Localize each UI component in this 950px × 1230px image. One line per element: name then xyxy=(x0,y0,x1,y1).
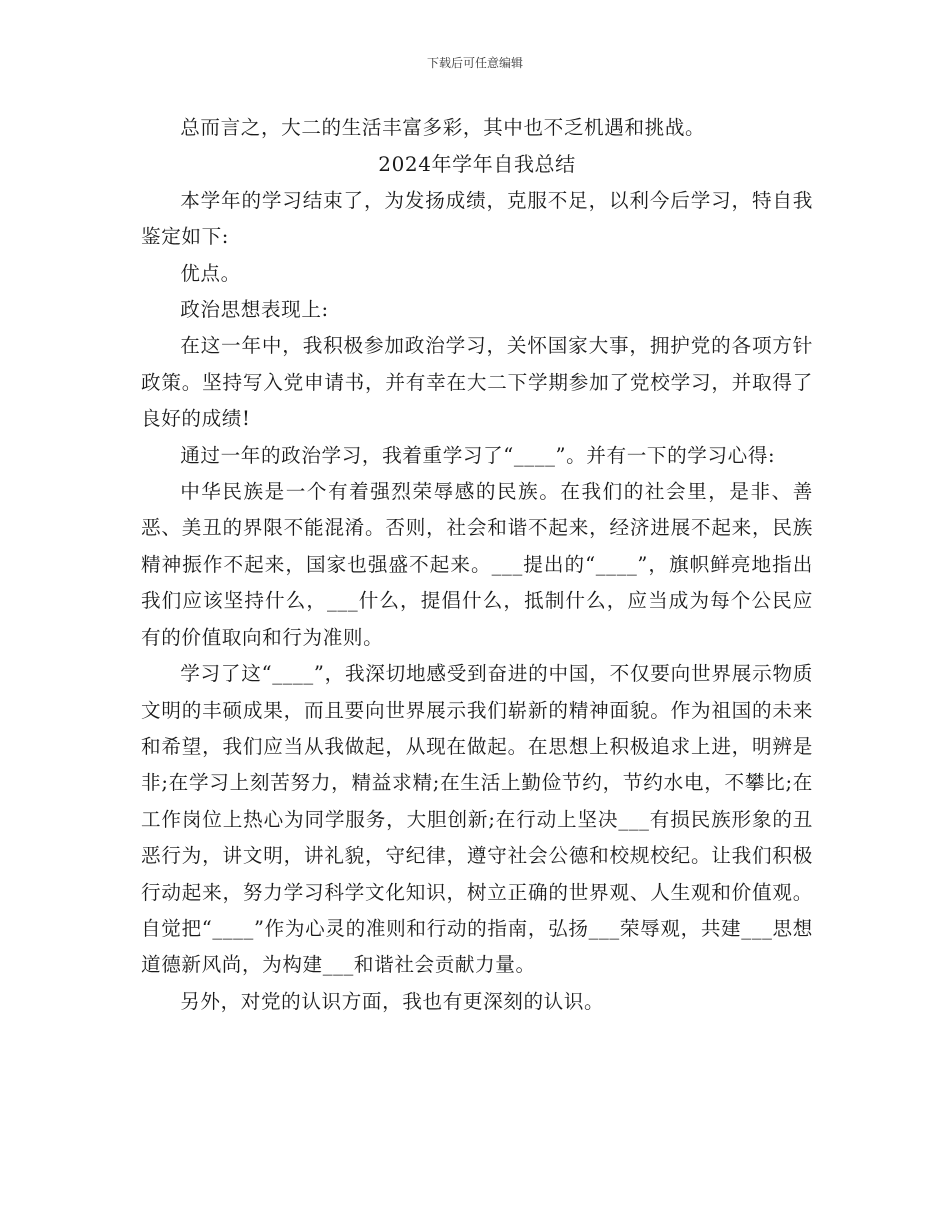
paragraph: 政治思想表现上: xyxy=(180,298,329,322)
paragraph: 通过一年的政治学习，我着重学习了“____”。并有一下的学习心得: xyxy=(180,443,776,467)
document-title: 2024年学年自我总结 xyxy=(378,152,576,177)
paragraph: 本学年的学习结束了，为发扬成绩，克服不足，以利今后学习，特自我鉴定如下: xyxy=(141,188,813,249)
paragraph: 另外，对党的认识方面，我也有更深刻的认识。 xyxy=(180,989,605,1013)
intro-paragraph: 总而言之，大二的生活丰富多彩，其中也不乏机遇和挑战。 xyxy=(180,116,706,139)
page-header: 下载后可任意编辑 xyxy=(426,56,523,70)
document-body xyxy=(141,110,813,1020)
paragraph: 在这一年中，我积极参加政治学习，关怀国家大事，拥护党的各项方针政策。坚持写入党申请书，并有幸在大二下学期参加了党校学习，并取得了良好的成绩! xyxy=(141,334,813,431)
paragraph: 学习了这“____”，我深切地感受到奋进的中国，不仅要向世界展示物质文明的丰硕成果，而且要向世界展示我们崭新的精神面貌。作为祖国的未来和希望，我们应当从我做起，从现在做起。在思想上积极追求上进，明辨是非;在学习上刻苦努力，精益求精;在生活上勤俭节约，节约水电，不攀比;在工作岗位上热心为同学服务，大胆创新;在行动上坚决___有损民族形象的丑恶行为，讲文明，讲礼貌，守纪律，遵守社会公德和校规校纪。让我们积极行动起来，努力学习科学文化知识，树立正确的世界观、人生观和价值观。自觉把“____”作为心灵的准则和行动的指南，弘扬___荣辱观，共建___思想道德新风尚，为构建___和谐社会贡献力量。 xyxy=(141,662,813,977)
paragraph: 优点。 xyxy=(180,261,241,285)
paragraph: 中华民族是一个有着强烈荣辱感的民族。在我们的社会里，是非、善恶、美丑的界限不能混淆。否则，社会和谐不起来，经济进展不起来，民族精神振作不起来，国家也强盛不起来。___提出的“____”，旗帜鲜亮地指出我们应该坚持什么，___什么，提倡什么，抵制什么，应当成为每个公民应有的价值取向和行为准则。 xyxy=(141,480,813,649)
